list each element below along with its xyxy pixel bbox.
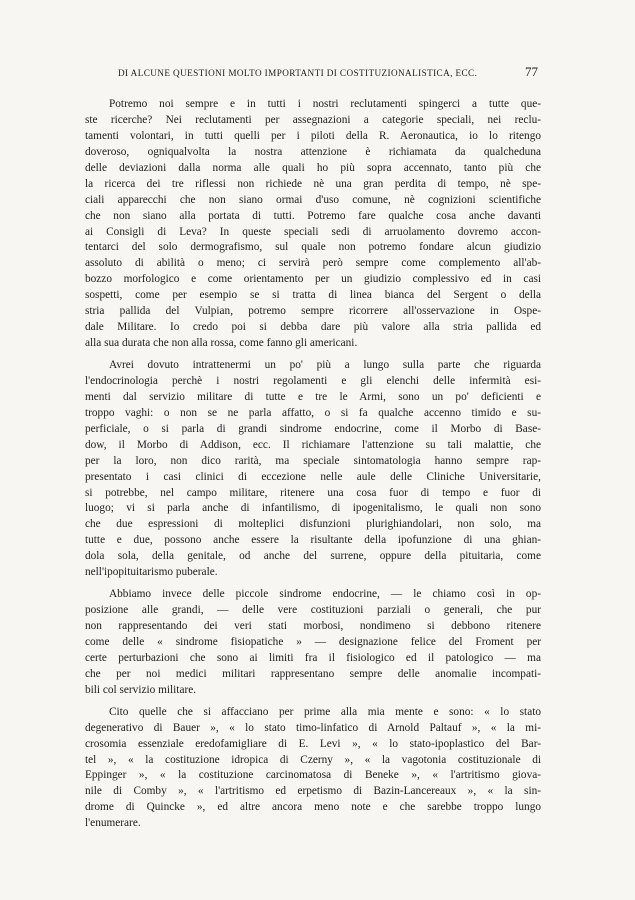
text-line: tutte e due, possono anche essere la risultante della ipofunzione di una ghian- [85, 534, 541, 547]
text-line: dale Militare. Io credo poi si debba dare più valore alla stria pallida ed [85, 321, 541, 334]
text-line: dola sola, della genitale, od anche del surrene, oppure della pituitaria, come [85, 550, 541, 563]
running-title: DI ALCUNE QUESTIONI MOLTO IMPORTANTI DI COSTITUZIONALISTICA, ECC. [118, 68, 478, 78]
text-line: Cito quelle che si affacciano per prime alla mia mente e sono: « lo stato [109, 705, 541, 718]
text-line: assoluto di abilità o meno; ci servirà però sempre come complemento all'ab- [85, 257, 541, 270]
text-line: per la loro, non dico rarità, ma speciale sintomatologia hanno sempre rap- [85, 454, 541, 467]
paragraph [85, 358, 541, 581]
text-line: posizione alle grandi, — delle vere costituzioni parziali o generali, che pur [85, 604, 541, 617]
text-line: bili col servizio militare. [85, 683, 197, 696]
text-line: menti dal servizio militare di tutte e tre le Armi, sono un po' deficienti e [85, 390, 541, 403]
text-line: Eppinger », « la costituzione carcinomatosa di Beneke », « l'artritismo giova- [85, 769, 541, 782]
paragraph [85, 97, 541, 352]
text-line: ciali apparecchi che non siano ormai d'uso comune, nè cognizioni scientifiche [85, 193, 541, 206]
text-line: degenerativo di Bauer », « lo stato timo-linfatico di Arnold Paltauf », « la mi- [85, 721, 541, 734]
text-line: che due espressioni di molteplici disfunzioni plurighiandolari, non solo, ma [85, 518, 541, 531]
text-line: tamenti volontari, in tutti quelli per i piloti della R. Aeronautica, io lo ritengo [85, 129, 541, 142]
text-line: tel », « la costituzione idropica di Czerny », « la vagotonia costituzionale di [85, 753, 541, 766]
text-line: troppo vaghi: o non se ne parla affatto, o si fa qualche accenno timido e su- [85, 406, 541, 419]
body-text [85, 97, 541, 838]
text-line: crosomia essenziale eredofamigliare di E. Levi », « lo stato-ipoplastico del Bar- [85, 737, 541, 750]
text-line: Abbiamo invece delle piccole sindrome endocrine, — le chiamo così in op- [109, 588, 541, 601]
text-line: certe perturbazioni che sono ai limiti fra il fisiologico ed il patologico — ma [85, 651, 541, 664]
text-line: che per noi medici militari rappresentano sempre delle anomalie incompati- [85, 667, 541, 680]
page-number: 77 [525, 64, 538, 79]
text-line: la ricerca dei tre riflessi non richiede nè una gran perdita di tempo, nè spe- [85, 177, 541, 190]
paragraph [85, 587, 541, 699]
text-line: l'enumerare. [85, 817, 141, 830]
text-line: luogo; vi si parla anche di infantilismo, di ipogenitalismo, le quali non sono [85, 502, 541, 515]
text-line: doveroso, ogniqualvolta la nostra attenzione è richiamata da qualcheduna [85, 145, 541, 158]
text-line: che non siano alla portata di tutti. Potremo fare qualche cosa anche davanti [85, 209, 541, 222]
text-line: nile di Comby », « l'artritismo ed erpetismo di Bazin-Lancereaux », « la sin- [85, 785, 541, 798]
text-line: Potremo noi sempre e in tutti i nostri reclutamenti spingerci a tutte que- [109, 98, 541, 110]
paragraph [85, 705, 541, 833]
text-line: drome di Quincke », ed altre ancora meno note e che sarebbe troppo lungo [85, 801, 541, 814]
text-line: nell'ipopituitarismo puberale. [85, 566, 218, 579]
text-line: Avrei dovuto intrattenermi un po' più a lungo sulla parte che riguarda [109, 359, 541, 371]
text-line: come delle « sindrome fisiopatiche » — designazione felice del Froment per [85, 635, 541, 648]
running-head [118, 66, 538, 82]
text-line: l'endocrinologia perchè i nostri regolamenti e gli elenchi delle infermità esi- [85, 374, 541, 387]
text-line: sospetti, come per esempio se si tratta di linea bianca del Sergent o della [85, 289, 541, 302]
text-line: si potrebbe, nel campo militare, ritenere una cosa fuor di tempo e fuor di [85, 486, 541, 499]
text-line: perficiale, o si parla di grandi sindrome endocrine, come il Morbo di Base- [85, 422, 541, 435]
text-line: stria pallida del Vulpian, potremo sempre ricorrere all'osservazione in Ospe- [85, 305, 541, 318]
text-line: ste ricerche? Nei reclutamenti per assegnazioni a categorie speciali, nei reclu- [85, 113, 541, 126]
text-line: delle deviazioni dalla norma alle quali ho più sopra accennato, tanto più che [85, 161, 541, 174]
text-line: presentato i casi clinici di eccezione nelle aule delle Cliniche Universitarie, [85, 470, 541, 483]
text-line: non rappresentando dei veri stati morbosi, nondimeno si debbono ritenere [85, 620, 541, 632]
text-line: bozzo morfologico e come orientamento per un giudizio complessivo ed in casi [85, 273, 541, 286]
text-line: ai Consigli di Leva? In queste speciali sedi di arruolamento dovremo accon- [85, 225, 541, 238]
text-line: dow, il Morbo di Addison, ecc. Il richiamare l'attenzione su tali malattie, che [85, 438, 541, 451]
text-line: tentarci del solo dermografismo, sul quale non potremo fondare alcun giudizio [85, 241, 541, 254]
text-line: alla sua durata che non alla rossa, come fanno gli americani. [85, 337, 358, 350]
